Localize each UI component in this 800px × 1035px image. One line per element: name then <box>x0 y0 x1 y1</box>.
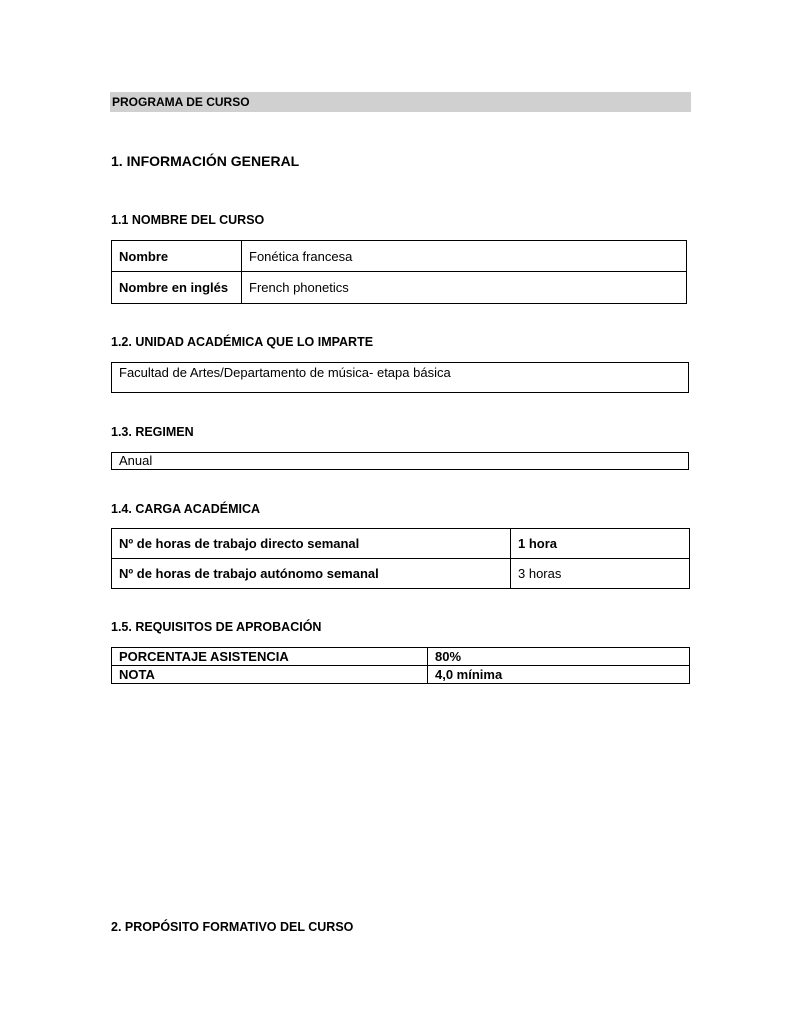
regime-value: Anual <box>119 453 153 468</box>
academic-unit-box <box>111 362 689 393</box>
regime-box <box>111 452 689 470</box>
section-2-heading: 2. PROPÓSITO FORMATIVO DEL CURSO <box>111 920 354 934</box>
subsection-1-2-heading: 1.2. UNIDAD ACADÉMICA QUE LO IMPARTE <box>111 335 374 349</box>
table-row <box>112 559 690 589</box>
document-banner <box>110 92 691 112</box>
attendance-value: 80% <box>428 648 690 666</box>
table-row <box>112 529 690 559</box>
table-row <box>112 272 687 304</box>
course-name-value: Fonética francesa <box>242 241 687 272</box>
autonomous-hours-value: 3 horas <box>511 559 690 589</box>
autonomous-hours-label: Nº de horas de trabajo autónomo semanal <box>112 559 511 589</box>
attendance-label: PORCENTAJE ASISTENCIA <box>112 648 428 666</box>
section-1-heading: 1. INFORMACIÓN GENERAL <box>111 153 300 169</box>
subsection-1-1-heading: 1.1 NOMBRE DEL CURSO <box>111 213 265 227</box>
grade-label: NOTA <box>112 666 428 684</box>
table-row <box>112 241 687 272</box>
table-row <box>112 648 690 666</box>
approval-requirements-table <box>111 647 690 684</box>
banner-title: PROGRAMA DE CURSO <box>112 95 250 109</box>
subsection-1-3-heading: 1.3. REGIMEN <box>111 425 194 439</box>
course-name-english-label: Nombre en inglés <box>112 272 242 304</box>
direct-hours-value: 1 hora <box>511 529 690 559</box>
table-row <box>112 666 690 684</box>
direct-hours-label: Nº de horas de trabajo directo semanal <box>112 529 511 559</box>
course-name-table <box>111 240 687 304</box>
grade-value: 4,0 mínima <box>428 666 690 684</box>
academic-load-table <box>111 528 690 589</box>
academic-unit-value: Facultad de Artes/Departamento de música- etapa básica <box>119 365 451 380</box>
subsection-1-5-heading: 1.5. REQUISITOS DE APROBACIÓN <box>111 620 322 634</box>
subsection-1-4-heading: 1.4. CARGA ACADÉMICA <box>111 502 261 516</box>
course-name-label: Nombre <box>112 241 242 272</box>
course-name-english-value: French phonetics <box>242 272 687 304</box>
